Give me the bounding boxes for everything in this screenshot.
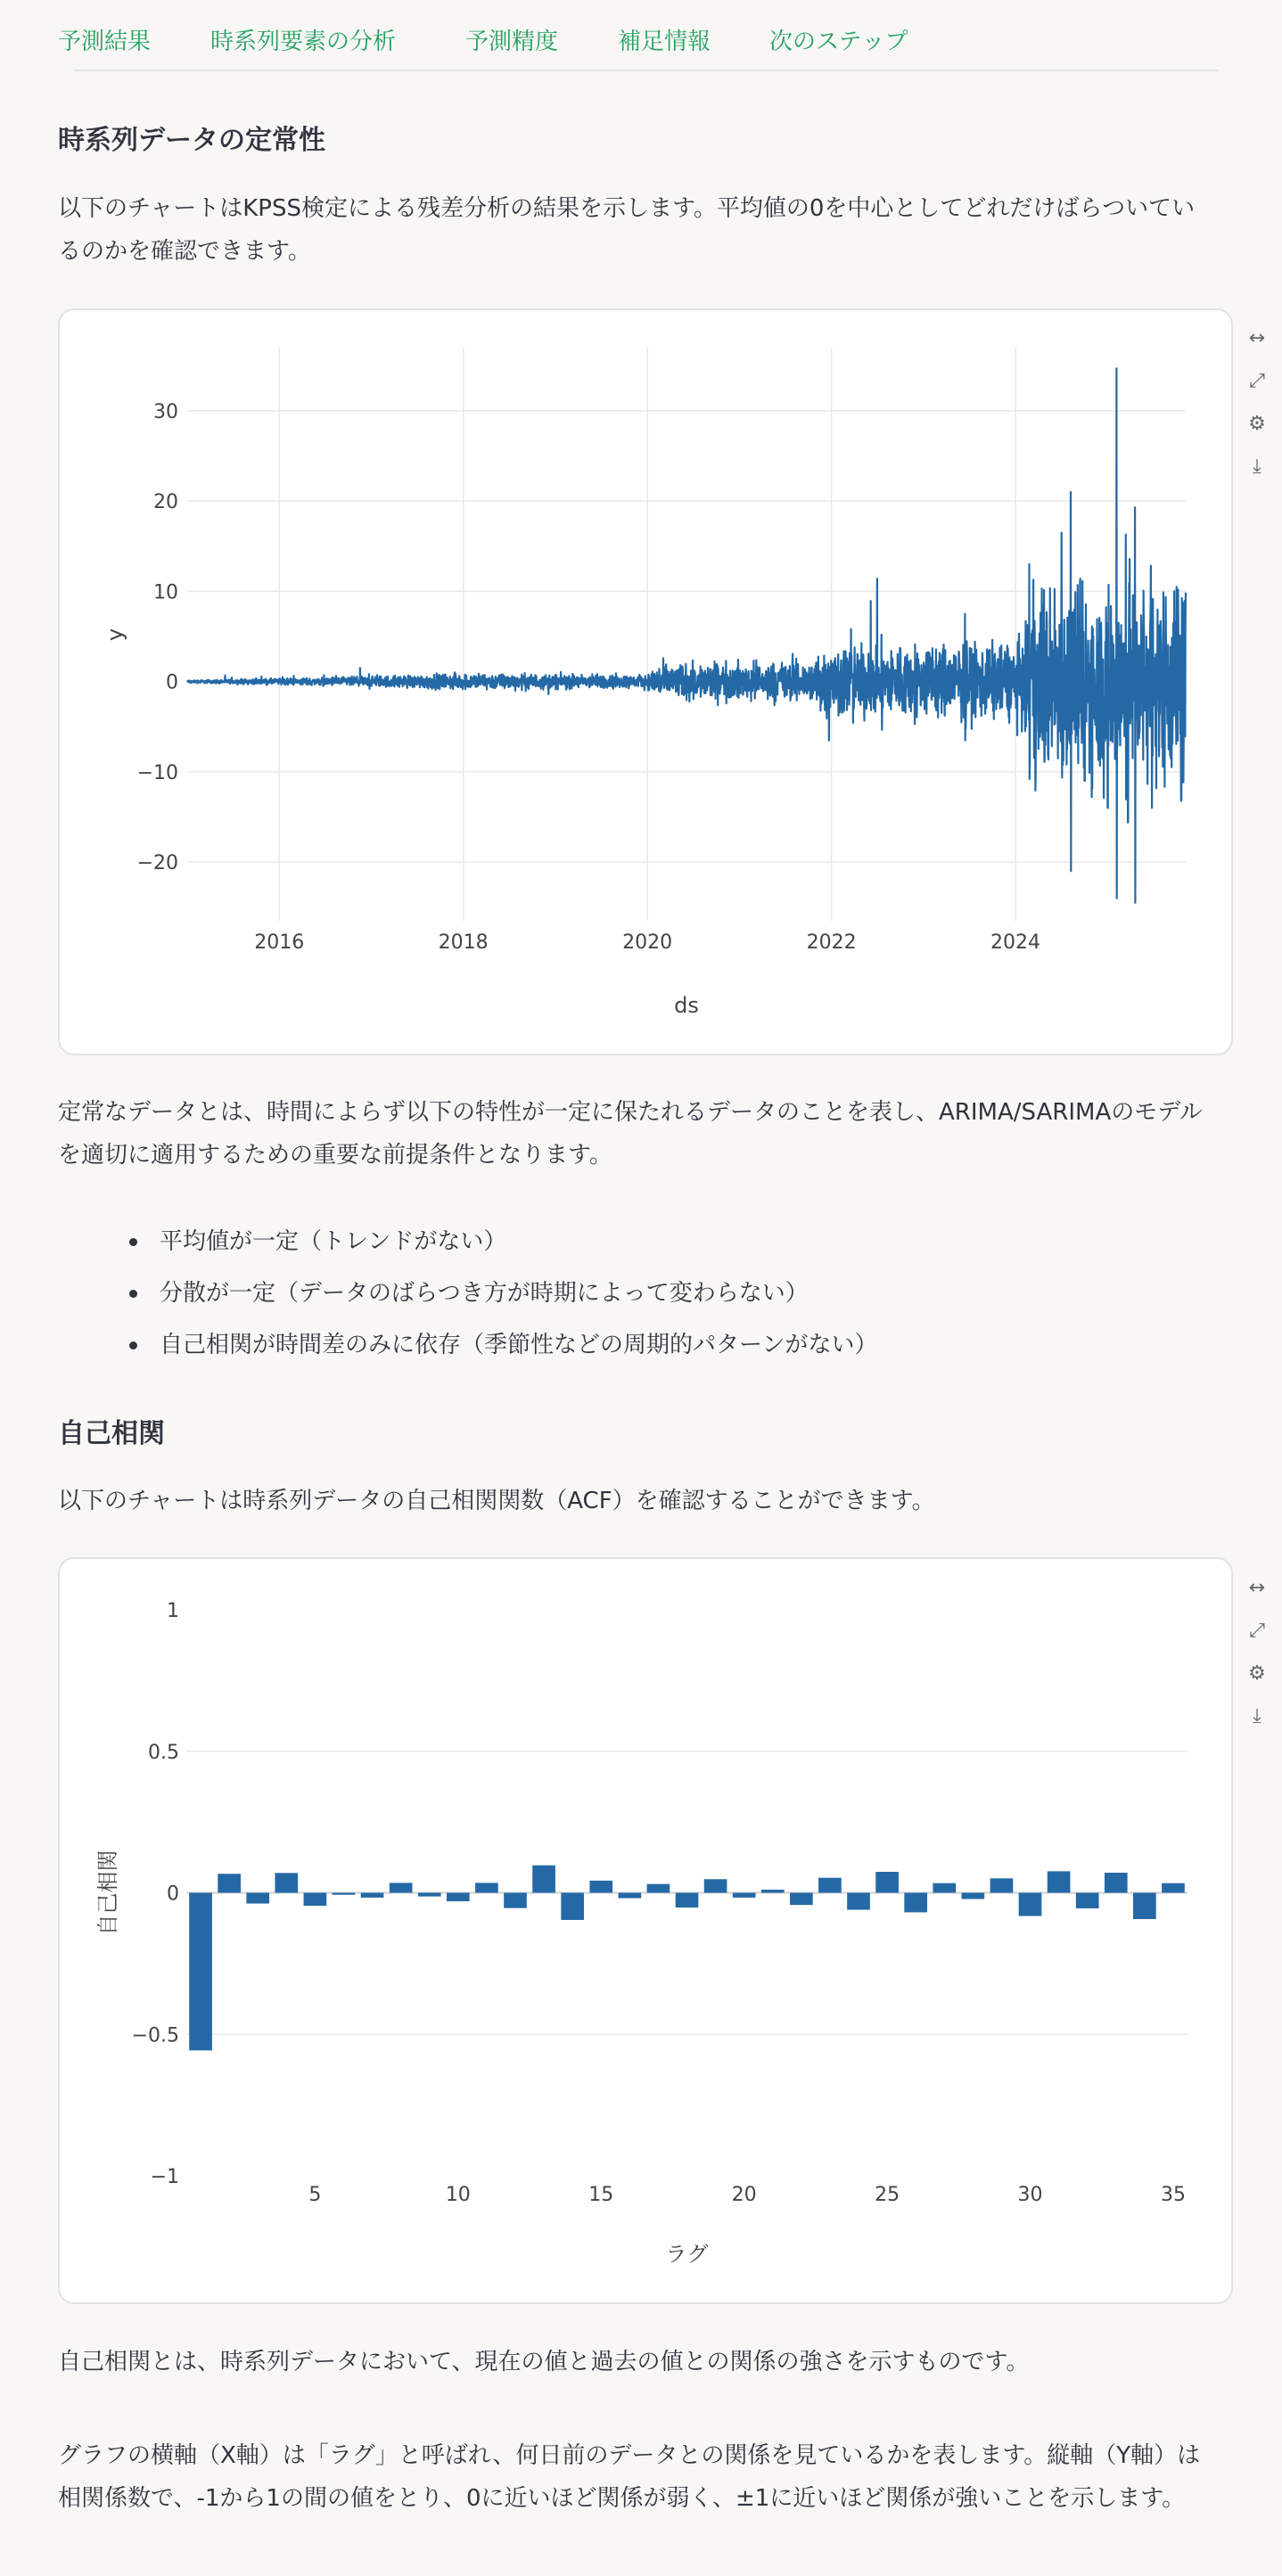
x-tick-label: 20 <box>731 2184 757 2206</box>
acf-chart-card <box>58 1557 1233 2304</box>
autocorrelation-definition: 自己相関とは、時系列データにおいて、現在の値と過去の値との関係の強さを示すものです。 <box>58 2349 1030 2375</box>
x-tick-label: 30 <box>1017 2184 1043 2206</box>
stationarity-intro: 以下のチャートはKPSS検定による残差分析の結果を示します。平均値の0を中心としてどれだけばらついているのかを確認できます。 <box>58 195 1196 265</box>
residual-chart-modebar <box>1245 326 1270 497</box>
download-icon[interactable]: ⤓ <box>1253 455 1261 478</box>
acf-bar <box>676 1893 699 1908</box>
x-tick-label: 2020 <box>622 931 673 954</box>
x-tick-label: 2024 <box>990 931 1041 954</box>
acf-bar <box>275 1873 298 1892</box>
y-tick-label: −10 <box>136 761 178 784</box>
y-tick-label: 0.5 <box>148 1741 179 1764</box>
y-tick-label: 1 <box>167 1600 179 1622</box>
acf-bar <box>875 1872 899 1892</box>
x-tick-label: 15 <box>588 2184 614 2206</box>
acf-bar <box>1162 1883 1185 1893</box>
acf-bar <box>532 1866 555 1893</box>
acf-bar <box>1133 1893 1156 1920</box>
x-tick-label: 10 <box>445 2184 471 2206</box>
acf-bar <box>618 1893 641 1899</box>
y-tick-label: 30 <box>153 400 178 423</box>
acf-bar <box>504 1893 527 1908</box>
settings-gear-icon[interactable]: ⚙ <box>1248 413 1266 435</box>
stationarity-explanation: 定常なデータとは、時間によらず以下の特性が一定に保たれるデータのことを表し、ARIMA/SARIMAのモデルを適切に適用するための重要な前提条件となります。 <box>58 1099 1203 1169</box>
acf-bar <box>733 1893 756 1898</box>
acf-bar <box>246 1893 269 1904</box>
autocorrelation-intro: 以下のチャートは時系列データの自己相関関数（ACF）を確認することができます。 <box>58 1488 935 1514</box>
acf-bar <box>333 1893 356 1895</box>
acf-chart[interactable] <box>60 1559 1231 2302</box>
acf-bar <box>790 1893 813 1906</box>
x-tick-label: 25 <box>875 2184 900 2206</box>
acf-bar <box>647 1884 670 1893</box>
stationarity-properties-list <box>58 1216 877 1371</box>
list-item: 分散が一定（データのばらつき方が時期によって変わらない） <box>58 1267 877 1319</box>
acf-chart-modebar <box>1245 1576 1270 1747</box>
download-icon[interactable]: ⤓ <box>1253 1705 1261 1727</box>
acf-bar <box>933 1883 956 1893</box>
list-item: 自己相関が時間差のみに依存（季節性などの周期的パターンがない） <box>58 1319 877 1371</box>
acf-bar <box>962 1893 985 1899</box>
residual-series-line <box>187 368 1186 902</box>
acf-bar <box>561 1893 584 1920</box>
pan-horizontal-icon[interactable]: ↔ <box>1248 327 1266 349</box>
autocorrelation-axis-explanation: グラフの横軸（X軸）は「ラグ」と呼ばれ、何日前のデータとの関係を見ているかを表します。縦軸（Y軸）は相関係数で、-1から1の間の値をとり、0に近いほど関係が弱く、±1に近いほど関係が強いことを示します。 <box>58 2442 1201 2512</box>
x-tick-label: 35 <box>1160 2184 1186 2206</box>
autoscale-icon[interactable]: ⤢ <box>1249 1620 1265 1642</box>
x-tick-label: 5 <box>308 2184 322 2206</box>
acf-bar <box>475 1883 498 1892</box>
y-tick-label: −20 <box>136 852 178 875</box>
section-title-autocorrelation: 自己相関 <box>58 1418 165 1449</box>
autoscale-icon[interactable]: ⤢ <box>1249 370 1265 392</box>
y-axis-title: y <box>103 628 127 642</box>
pan-horizontal-icon[interactable]: ↔ <box>1248 1577 1266 1599</box>
x-tick-label: 2022 <box>806 931 857 954</box>
acf-bar <box>189 1893 212 2051</box>
nav-link-next-steps[interactable]: 次のステップ <box>769 29 908 55</box>
acf-bar <box>361 1893 384 1898</box>
nav-link-forecast-results[interactable]: 予測結果 <box>58 29 152 55</box>
nav-link-component-analysis[interactable]: 時系列要素の分析 <box>210 29 397 55</box>
acf-bar <box>704 1879 727 1892</box>
acf-bar <box>589 1881 612 1893</box>
acf-bar <box>418 1893 441 1897</box>
y-tick-label: 0 <box>166 671 178 694</box>
acf-bar <box>1105 1873 1128 1893</box>
list-item: 平均値が一定（トレンドがない） <box>58 1216 877 1267</box>
y-tick-label: −1 <box>150 2166 179 2188</box>
y-tick-label: −0.5 <box>131 2024 179 2047</box>
acf-bar <box>990 1878 1014 1892</box>
acf-bar <box>1019 1893 1042 1916</box>
section-title-stationarity: 時系列データの定常性 <box>58 125 325 156</box>
residual-chart-card <box>58 308 1233 1055</box>
acf-bar <box>761 1890 785 1892</box>
nav-link-forecast-accuracy[interactable]: 予測精度 <box>465 29 559 55</box>
x-axis-title: ラグ <box>665 2242 709 2267</box>
acf-bar <box>390 1883 413 1892</box>
nav-divider <box>74 70 1219 71</box>
acf-bar <box>904 1893 927 1913</box>
nav-link-supplementary-info[interactable]: 補足情報 <box>618 29 711 55</box>
y-axis-title: 自己相関 <box>95 1850 120 1936</box>
acf-bar <box>218 1874 241 1892</box>
x-tick-label: 2016 <box>254 931 305 954</box>
y-tick-label: 20 <box>153 491 178 514</box>
acf-bar <box>847 1893 870 1910</box>
residual-chart[interactable] <box>60 310 1231 1054</box>
acf-bar <box>304 1893 327 1907</box>
y-tick-label: 10 <box>153 581 178 604</box>
acf-bar <box>1076 1893 1099 1908</box>
acf-bar <box>447 1893 470 1902</box>
settings-gear-icon[interactable]: ⚙ <box>1248 1662 1266 1685</box>
acf-bar <box>818 1878 842 1893</box>
x-axis-title: ds <box>674 993 699 1018</box>
y-tick-label: 0 <box>167 1883 179 1906</box>
acf-bar <box>1048 1871 1071 1892</box>
x-tick-label: 2018 <box>438 931 489 954</box>
